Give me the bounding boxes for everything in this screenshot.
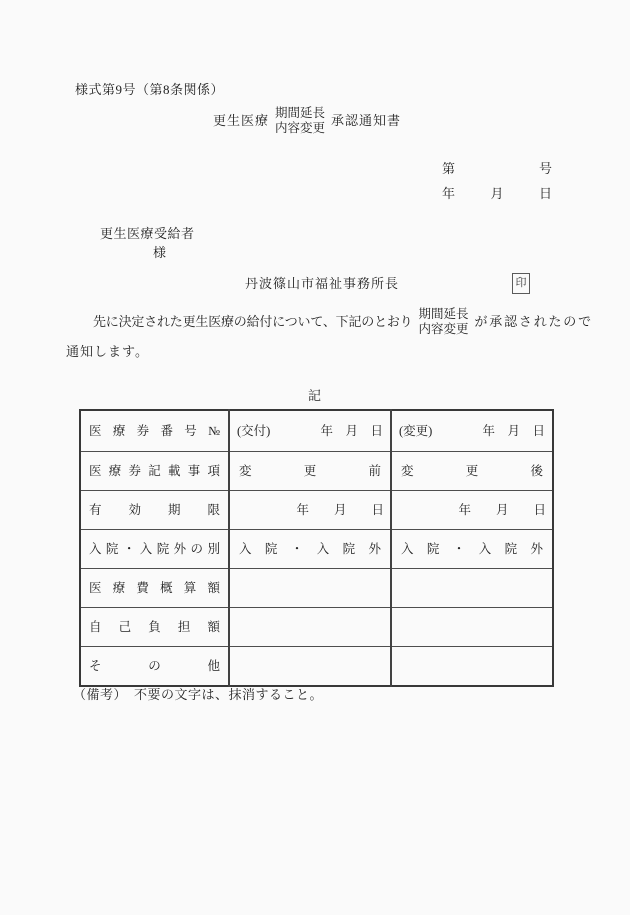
title-option-period-extension: 期間延長 — [274, 106, 325, 120]
change-date-prefix: (変更) — [399, 423, 433, 438]
body-lead-text: 先に決定された更生医療の給付について、下記のとおり — [93, 314, 413, 330]
cell-after-change: 変 更 後 — [391, 452, 553, 491]
approval-details-table — [79, 409, 554, 687]
title-option-content-change: 内容変更 — [274, 121, 325, 135]
body-tail-text: が承認されたので — [474, 314, 593, 330]
title-option-stack — [275, 106, 325, 136]
date-day-label: 日 — [538, 186, 552, 201]
body-paragraph-line1 — [93, 303, 593, 341]
label-other: そ の 他 — [80, 647, 229, 687]
cell-other-after — [391, 647, 553, 687]
document-date-line — [442, 186, 552, 202]
document-title — [0, 106, 630, 136]
cell-issue-date — [229, 410, 391, 452]
label-validity-period: 有 効 期 限 — [80, 491, 229, 530]
label-ticket-entries: 医 療 券 記 載 事 項 — [80, 452, 229, 491]
cell-estimated-cost-before — [229, 569, 391, 608]
cell-before-change: 変 更 前 — [229, 452, 391, 491]
title-suffix: 承認通知書 — [331, 113, 402, 129]
number-suffix: 号 — [538, 161, 552, 176]
cell-change-date — [391, 410, 553, 452]
table-row-estimated-cost — [80, 569, 553, 608]
change-date-ymd: 年 月 日 — [482, 423, 545, 438]
cell-inpatient-after: 入 院 ・ 入 院 外 — [391, 530, 553, 569]
table-row-validity — [80, 491, 553, 530]
body-option-period-extension: 期間延長 — [418, 307, 469, 321]
title-prefix: 更生医療 — [212, 113, 269, 129]
number-prefix: 第 — [442, 161, 456, 176]
cell-validity-before: 年 月 日 — [229, 491, 391, 530]
cell-validity-after: 年 月 日 — [391, 491, 553, 530]
issuer-name: 丹波篠山市福祉事務所長 — [245, 276, 400, 291]
form-number: 様式第9号（第8条関係） — [75, 82, 225, 97]
body-paragraph-line2: 通知します。 — [66, 344, 149, 359]
label-inpatient-distinction: 入 院 ・ 入 院 外 の 別 — [80, 530, 229, 569]
date-month-label: 月 — [490, 186, 504, 201]
table-row-ticket-number — [80, 410, 553, 452]
cell-copayment-after — [391, 608, 553, 647]
record-marker: 記 — [307, 388, 322, 403]
cell-estimated-cost-after — [391, 569, 553, 608]
document-number-line — [442, 161, 552, 177]
table-row-copayment — [80, 608, 553, 647]
cell-other-before — [229, 647, 391, 687]
cell-copayment-before — [229, 608, 391, 647]
label-copayment-amount: 自 己 負 担 額 — [80, 608, 229, 647]
seal-mark — [512, 273, 530, 294]
cell-inpatient-before: 入 院 ・ 入 院 外 — [229, 530, 391, 569]
label-estimated-medical-cost: 医 療 費 概 算 額 — [80, 569, 229, 608]
remarks-note: （備考） 不要の文字は、抹消すること。 — [73, 687, 324, 702]
body-option-stack — [418, 307, 468, 337]
issue-date-prefix: (交付) — [237, 423, 271, 438]
table-row-ticket-entries — [80, 452, 553, 491]
issue-date-ymd: 年 月 日 — [320, 423, 383, 438]
label-medical-ticket-number: 医 療 券 番 号 № — [89, 423, 220, 438]
recipient-honorific: 様 — [153, 245, 167, 260]
body-option-content-change: 内容変更 — [418, 322, 469, 336]
seal-character: 印 — [515, 276, 527, 289]
table-row-other — [80, 647, 553, 687]
date-year-label: 年 — [442, 186, 456, 201]
table-row-inpatient — [80, 530, 553, 569]
recipient-label: 更生医療受給者 — [100, 226, 195, 241]
